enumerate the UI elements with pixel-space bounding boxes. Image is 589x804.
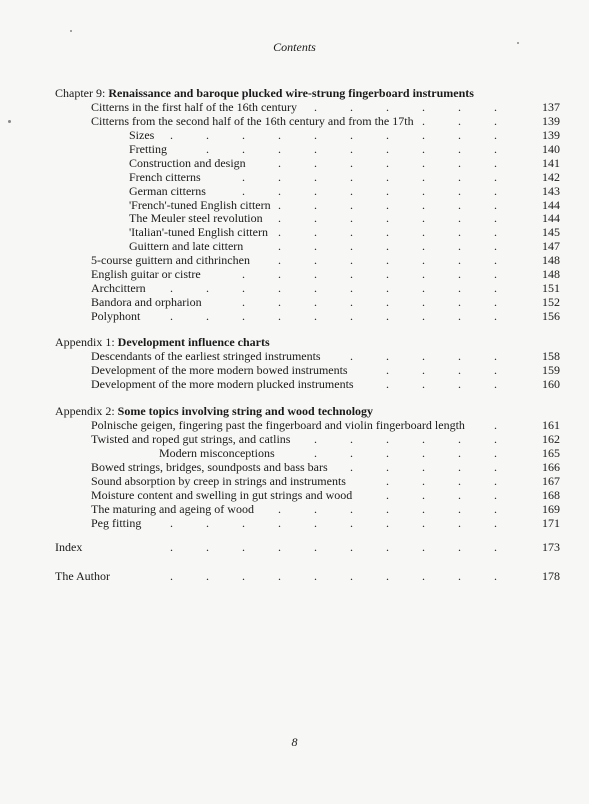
entry-page-number: 144	[542, 197, 560, 212]
toc-entry: Sizes 139 . . . . . . . . . .	[129, 128, 560, 142]
toc-entry: Modern misconceptions 165 . . . . . .	[159, 446, 560, 460]
entry-title: Polnische geigen, fingering past the fingerboard and violin fingerboard length	[91, 418, 465, 433]
entry-page-number: 161	[542, 418, 560, 433]
section-heading-line	[0, 404, 589, 418]
entry-title: Polyphont	[91, 308, 141, 323]
scan-speck	[517, 42, 519, 44]
entry-title: Citterns from the second half of the 16th century and from the 17th	[91, 114, 414, 129]
entry-title: Fretting	[129, 141, 167, 156]
scan-speck	[8, 120, 11, 123]
entry-title: The maturing and ageing of wood	[91, 501, 254, 516]
entry-title: Development of the more modern plucked instruments	[91, 377, 354, 391]
page-number: 8	[291, 735, 298, 749]
toc-entry: Citterns in the first half of the 16th century 137 . . . . . .	[91, 100, 560, 115]
entry-page-number: 148	[542, 267, 560, 281]
toc-entry: 'French'-tuned English cittern 144 . . . . . . .	[129, 197, 560, 212]
entry-title: The Author	[55, 569, 110, 583]
toc-entry: Guittern and late cittern 147 . . . . . . .	[129, 239, 560, 254]
section-heading: Appendix 1: Development influence charts	[55, 335, 270, 349]
entry-title: Archcittern	[91, 280, 146, 295]
entry-title: Construction and design	[129, 155, 246, 170]
entry-title: Index	[55, 540, 83, 554]
entry-page-number: 168	[542, 487, 560, 502]
toc-entry: Moisture content and swelling in gut strings and wood 168 . . . .	[91, 487, 560, 502]
toc-entry: German citterns 143 . . . . . . . .	[129, 183, 560, 198]
toc-entry: Construction and design 141 . . . . . . .	[129, 155, 560, 170]
entry-page-number: 137	[542, 100, 560, 115]
entry-title: Guittern and late cittern	[129, 239, 244, 254]
entry-page-number: 141	[542, 155, 560, 170]
entry-page-number: 159	[542, 363, 560, 378]
toc-entry: Fretting 140 . . . . . . . . .	[129, 141, 560, 156]
toc-entry: The Meuler steel revolution 144 . . . . . . .	[129, 211, 560, 226]
entry-page-number: 152	[542, 294, 560, 309]
entry-page-number: 140	[542, 141, 560, 156]
section-heading: Appendix 2: Some topics involving string and wood technology	[55, 404, 374, 418]
toc-entry: Bowed strings, bridges, soundposts and bass bars 166 . . . . .	[91, 459, 560, 474]
toc-entry: Polyphont 156 . . . . . . . . . .	[91, 308, 560, 323]
entry-title: Sound absorption by creep in strings and instruments	[91, 473, 346, 488]
entry-page-number: 162	[542, 432, 560, 447]
entry-page-number: 139	[542, 128, 560, 142]
entry-title: Peg fitting	[91, 515, 142, 530]
entry-title: 5-course guittern and cithrinchen	[91, 253, 250, 268]
toc-entry: Citterns from the second half of the 16th century and from the 17th 139 . . .	[91, 114, 560, 129]
toc-entry: 5-course guittern and cithrinchen 148 . . . . . . .	[91, 253, 560, 268]
toc-entry: Peg fitting 171 . . . . . . . . . .	[91, 515, 560, 530]
entry-page-number: 166	[542, 459, 560, 474]
entry-title: The Meuler steel revolution	[129, 211, 263, 226]
toc-entry: Bandora and orpharion 152 . . . . . . . .	[91, 294, 560, 309]
toc-entry: Twisted and roped gut strings, and catlins 162 . . . . . .	[91, 432, 560, 447]
entry-title: Descendants of the earliest stringed instruments	[91, 349, 321, 364]
entry-title: Bowed strings, bridges, soundposts and bass bars	[91, 459, 328, 474]
entry-title: Moisture content and swelling in gut strings and wood	[91, 487, 353, 502]
entry-title: French citterns	[129, 169, 201, 184]
toc-entry: Archcittern 151 . . . . . . . . . .	[91, 280, 560, 295]
entry-page-number: 151	[542, 280, 560, 295]
toc-entry: English guitar or cistre 148 . . . . . . . .	[91, 267, 560, 281]
entry-page-number: 173	[542, 540, 560, 554]
entry-page-number: 160	[542, 377, 560, 391]
entry-page-number: 156	[542, 308, 560, 323]
entry-page-number: 144	[542, 211, 560, 226]
toc-entry: The maturing and ageing of wood 169 . . . . . . .	[91, 501, 560, 516]
section-heading-line	[0, 335, 589, 349]
entry-page-number: 171	[542, 515, 560, 530]
entry-page-number: 169	[542, 501, 560, 516]
entry-page-number: 145	[542, 225, 560, 240]
toc-entry: Development of the more modern plucked instruments 160 . . . .	[91, 377, 560, 391]
entry-title: English guitar or cistre	[91, 267, 201, 281]
toc-entry: Descendants of the earliest stringed instruments 158 . . . . .	[91, 349, 560, 364]
section-heading: Chapter 9: Renaissance and baroque plucked wire-strung fingerboard instruments	[55, 86, 474, 100]
entry-title: Citterns in the first half of the 16th century	[91, 100, 297, 115]
entry-page-number: 158	[542, 349, 560, 364]
toc-entry: Sound absorption by creep in strings and instruments 167 . . . .	[91, 473, 560, 488]
entry-title: Bandora and orpharion	[91, 294, 202, 309]
toc-entry: Development of the more modern bowed instruments 159 . . . .	[91, 363, 560, 378]
toc-entry: Polnische geigen, fingering past the fingerboard and violin fingerboard length 161 .	[91, 418, 560, 433]
entry-page-number: 148	[542, 253, 560, 268]
back-matter-entry: Index 173 . . . . . . . . . .	[55, 540, 560, 554]
entry-page-number: 147	[542, 239, 560, 254]
entry-title: Twisted and roped gut strings, and catlins	[91, 432, 291, 447]
entry-page-number: 142	[542, 169, 560, 184]
section-heading-line	[0, 86, 589, 100]
entry-page-number: 178	[542, 569, 560, 583]
toc-entry: 'Italian'-tuned English cittern 145 . . . . . . .	[129, 225, 560, 240]
entry-title: Sizes	[129, 128, 155, 142]
back-matter-entry: The Author 178 . . . . . . . . . .	[55, 569, 560, 583]
entry-title: German citterns	[129, 183, 206, 198]
page-header: Contents	[273, 40, 316, 54]
entry-page-number: 139	[542, 114, 560, 129]
entry-title: 'Italian'-tuned English cittern	[129, 225, 268, 240]
entry-page-number: 165	[542, 446, 560, 460]
entry-page-number: 167	[542, 473, 560, 488]
scan-speck	[70, 30, 72, 32]
toc-entry: French citterns 142 . . . . . . . .	[129, 169, 560, 184]
entry-title: 'French'-tuned English cittern	[129, 197, 271, 212]
entry-title: Modern misconceptions	[159, 446, 275, 460]
entry-page-number: 143	[542, 183, 560, 198]
entry-title: Development of the more modern bowed instruments	[91, 363, 348, 378]
